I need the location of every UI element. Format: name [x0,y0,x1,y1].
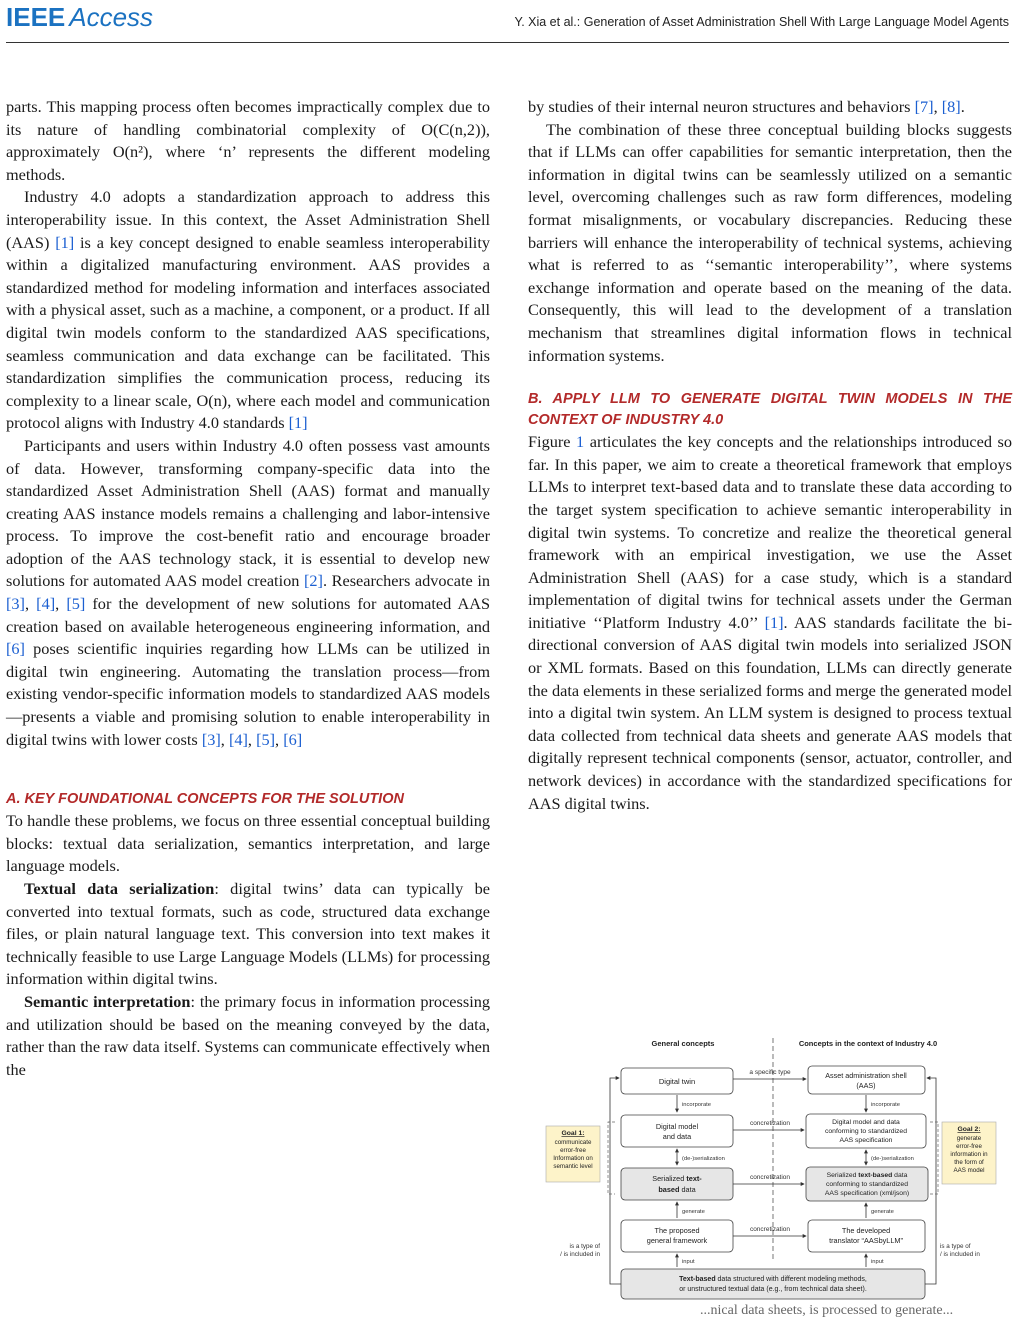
paragraph-text: poses scientific inquiries regarding how LLMs can be utilized in digital twin engineering. Automating the translation process—from existing vendor-specific information models to standardized AAS models—presents a viable and promising solution to enable interoperability in digital twins with lower costs [6,639,490,749]
paragraph-text: articulates the key concepts and the relationships introduced so far. In this paper, we aim to create a theoretical framework that employs LLMs to interpret text-based data and to translate these data according to the target system specification to achieve semantic interoperability in digital twin systems. To concretize and realize the theoretical general framework with an empirical investigation, we use the Asset Administration Shell (AAS) for a case study, which is a standard implementation of digital twins for technical assets under the German initiative ‘‘Platform Industry 4.0’’ [528,432,1012,632]
paragraph-text: : the primary focus in information processing and utilization should be based on the meaning conveyed by the data, rather than the raw data itself. Systems can communicate effectively when the [6,991,490,1079]
paragraph-text: The combination of these three conceptual building blocks suggests that if LLMs can offer capabilities for semantic interpretation, then the information in digital twins can be seamlessly utilized on a semantic level, overcoming challenges such as raw form differences, modeling format misalignments, or vocabulary discrepancies. Reducing these barriers will enhance the interoperability of technical systems, achieving what is referred to as ‘‘semantic interoperability’’, where systems exchange information and operate based on the meaning of the data. Consequently, this will lead to the development of a translation mechanism that streamlines digital information flows in technical information systems. [528,119,1012,365]
box-ser-conf-label-1 [827,1172,908,1179]
figure-1-diagram [540,1034,1002,1304]
label-deserialization-right: (de-)serialization [871,1156,914,1162]
paragraph-text: , [55,594,67,614]
box-bottom-label-2: or unstructured textual data (e.g., from technical data sheet). [679,1286,867,1293]
paragraph-text: . Researchers advocate in [322,571,490,591]
figure-caption-fragment: ...nical data sheets, is processed to generate... [700,1303,954,1318]
paragraph [528,96,1012,119]
figure-link[interactable]: 1 [576,432,585,452]
box-ser-conf-text-b: text-based [858,1172,893,1179]
box-bottom-label-1 [679,1276,867,1283]
goal1-line-4: semantic level [553,1163,593,1170]
box-serialized-text-b: text- [686,1174,702,1183]
citation-link[interactable]: [6] [6,639,25,659]
section-heading-a: A. KEY FOUNDATIONAL CONCEPTS FOR THE SOLUTION [6,791,404,808]
paragraph-text: , [247,729,257,749]
goal2-line-4: the form of [954,1159,984,1166]
box-digital-model [621,1115,733,1147]
paragraph-text: , [24,594,37,614]
spacer [6,751,490,789]
paragraph-text: . AAS standards facilitate the bi-directional conversion of AAS digital twin models into serialized JSON or XML formats. Based on this foundation, LLMs can directly generate the data elements in these serialized forms and merge the generated model into a digital twin system. An LLM system is designed to process textual data collected from technical data sheets and generate AAS models that digitally represent technical components (sensor, actuator, controller, and network devices) in accordance with the standardized specifications for AAS digital twins. [528,612,1012,813]
paragraph [6,991,490,1081]
label-concretization-2: concretization [749,1174,791,1181]
box-digital-twin-label: Digital twin [658,1077,696,1086]
label-concretization-1: concretization [749,1120,791,1127]
logo-access: Access [69,2,154,32]
paragraph-text: Figure [528,432,577,452]
label-incorporate-left: incorporate [682,1102,712,1108]
spacer [528,367,1012,389]
goal1-bracket [608,1122,615,1194]
box-serialized-text-d: data [679,1185,696,1194]
citation-link[interactable]: [5] [256,729,276,749]
goal1-line-1: communicate [554,1139,592,1146]
goal2-line-2: error-free [956,1143,982,1150]
label-concretization-3: concretization [749,1226,791,1233]
box-digital-model-label-1: Digital model [655,1122,699,1131]
citation-link[interactable]: [4] [36,594,56,614]
label-deserialization-left: (de-)serialization [682,1156,725,1162]
paragraph [6,435,490,751]
citation-link[interactable]: [5] [66,594,86,614]
box-aas-label-2: (AAS) [856,1081,876,1090]
box-conform-label-2: conforming to standardized [825,1128,907,1135]
paragraph-text: : digital twins’ data can typically be converted into textual formats, such as code, structured data exchange files, or plain natural language text. This conversion into text makes it technically feasible to use Large Language Models (LLMs) for processing information within digital twins. [6,879,490,989]
box-framework-label-2: general framework [646,1236,708,1245]
citation-link[interactable]: [7] [914,97,934,116]
label-generate-right: generate [871,1209,894,1215]
header-rule [6,42,1009,43]
journal-logo [6,2,153,33]
label-input-left: input [682,1259,695,1265]
logo-ieee: IEEE [6,2,66,32]
label-incorporate-right: incorporate [871,1102,901,1108]
label-input-right: input [871,1259,884,1265]
citation-link[interactable]: [8] [941,97,961,116]
box-ser-conf-label-3: AAS specification (xml/json) [824,1190,910,1197]
box-text-based-data [621,1269,925,1299]
paragraph [6,810,490,878]
citation-link[interactable]: [2] [303,571,323,591]
term-bold: Semantic interpretation [24,991,191,1011]
loop-left [610,1078,621,1284]
box-ser-conf-label-2: conforming to standardized [826,1181,908,1188]
label-specific-type: a specific type [749,1069,791,1076]
figure-col-title-left: General concepts [651,1039,715,1048]
citation-link[interactable]: [4] [228,729,248,749]
paragraph-text: To handle these problems, we focus on three essential conceptual building blocks: textual data serialization, semantics interpretation, and large language models. [6,811,490,876]
goal2-line-3: information in [950,1151,988,1158]
paragraph-text: parts. This mapping process often becomes impractically complex due to its nature of handling combinatorial complexity of O(C(n,2)), approximately O(n²), where ‘n’ represents the different modeling methods. [6,97,490,184]
paragraph-text: is a key concept designed to enable seamless interoperability within a digitalized manufacturing environment. AAS provides a standardized method for modeling information and interfaces associated with a physical asset, such as a machine, a component, or a product. If all digital twin models conform to the standardized AAS specifications, seamless communication and data exchange can be facilitated. This standardization simplifies the communication process, reducing its complexity to a linear scale, O(n), where each model and communication protocol aligns with Industry 4.0 standards [6,232,490,433]
goal1-title: Goal 1: [561,1130,585,1137]
term-bold: Textual data serialization [24,879,215,898]
paragraph-text: , [275,729,284,749]
label-type-of-left-2: / is included in [560,1251,600,1258]
box-framework-label-1: The proposed [654,1226,700,1235]
box-conform-label-3: AAS specification [839,1137,893,1144]
citation-link[interactable]: [3] [6,594,25,614]
section-heading-b: B. APPLY LLM TO GENERATE DIGITAL TWIN MODELS IN THE CONTEXT OF INDUSTRY 4.0 [528,391,1012,429]
figure-col-title-right: Concepts in the context of Industry 4.0 [798,1039,938,1048]
right-column [528,96,1012,815]
box-conform-label-1: Digital model and data [832,1119,900,1126]
paragraph-text: . [960,97,965,116]
goal2-line-1: generate [956,1135,982,1142]
label-type-of-right-2: / is included in [940,1251,980,1258]
citation-link[interactable]: [6] [283,729,303,749]
goal1-line-2: error-free [560,1147,586,1154]
label-type-of-right-1: is a type of [940,1243,971,1250]
box-translator-label-2: translator “AASbyLLM” [829,1236,903,1245]
box-serialized [621,1168,733,1200]
paragraph [6,878,490,991]
paragraph-text: , [220,729,229,749]
page-header [0,0,1017,44]
paragraph [6,186,490,435]
running-head: Y. Xia et al.: Generation of Asset Administration Shell With Large Language Model Agents [514,15,1009,29]
citation-link[interactable]: [1] [288,413,308,433]
box-bottom-text-a: Text-based [679,1276,716,1283]
goal2-line-5: AAS model [953,1167,985,1174]
paragraph-text: by studies of their internal neuron structures and behaviors [528,97,915,116]
label-generate-left: generate [682,1209,705,1215]
box-bottom-text-b: data structured with different modeling methods, [715,1276,867,1283]
paragraph [528,119,1012,368]
box-serialized-label-2 [658,1185,696,1194]
goal1-line-3: Information on [553,1155,593,1162]
box-serialized-text-c: based [658,1185,680,1194]
paragraph [6,96,490,186]
goal2-bracket [930,1122,938,1194]
paragraph-text: , [933,97,942,116]
paragraph-text: for the development of new solutions for automated AAS creation based on available heterogeneous engineering information, and [6,594,491,636]
box-translator-label-1: The developed [841,1226,891,1235]
citation-link[interactable]: [1] [764,612,784,632]
box-aas-label-1: Asset administration shell [825,1071,907,1080]
citation-link[interactable]: [1] [55,232,75,252]
box-ser-conf-text-c: data [892,1172,908,1179]
paragraph-text: Industry 4.0 adopts a standardization approach to address this interoperability issue. In this context, the Asset Administration Shell (AAS) [6,187,490,252]
citation-link[interactable]: [3] [201,729,221,749]
box-ser-conf-text-a: Serialized [826,1172,859,1179]
goal2-title: Goal 2: [957,1126,981,1133]
box-digital-model-label-2: and data [662,1132,692,1141]
box-serialized-text-a: Serialized [652,1174,687,1183]
paragraph-text: Participants and users within Industry 4.0 often possess vast amounts of data. However, transforming company-specific data into the standardized Asset Administration Shell (AAS) format and manually creating AAS instance models remains a challenging and labor-intensive process. To improve the cost-benefit ratio and encourage broader adoption of the AAS technology stack, it is essential to develop new solutions for automated AAS model creation [6,435,490,591]
paragraph [528,431,1012,815]
left-column [6,96,490,1081]
box-serialized-label-1 [652,1174,702,1183]
label-type-of-left-1: is a type of [569,1243,600,1250]
